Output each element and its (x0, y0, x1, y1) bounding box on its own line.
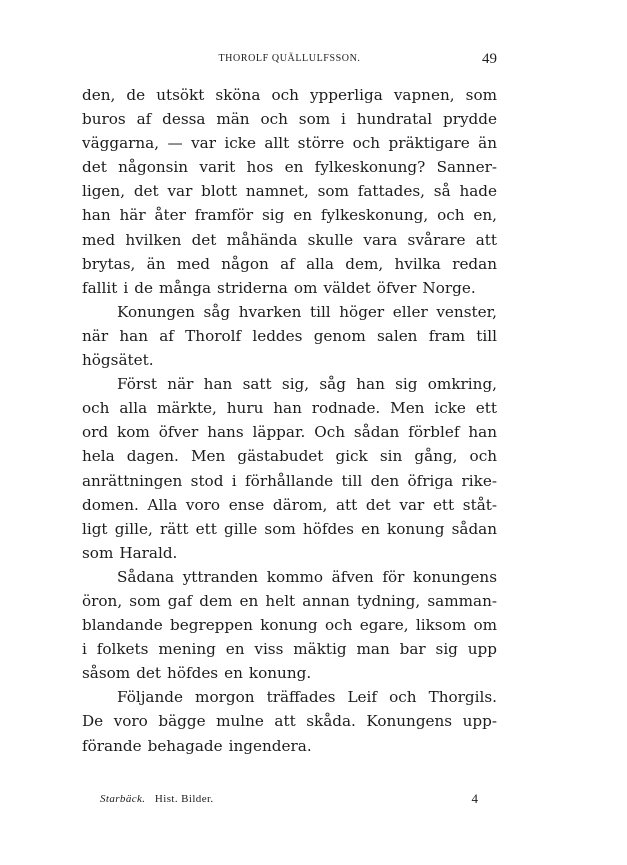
text-line: Först när han satt sig, såg han sig omkring, (117, 375, 497, 394)
page-number: 49 (482, 51, 497, 67)
text-line: som Harald. (82, 543, 178, 562)
text-line: väggarna, — var icke allt större och präktigare än (82, 134, 497, 153)
text-line: fallit i de många striderna om väldet öfver Norge. (82, 278, 476, 297)
printer-signature (100, 793, 214, 805)
text-line: Följande morgon träffades Leif och Thorgils. (117, 688, 497, 707)
text-line: när han af Thorolf leddes genom salen fram till (82, 326, 497, 345)
paragraph (82, 83, 497, 300)
text-line: domen. Alla voro ense därom, att det var ett ståt- (82, 495, 497, 514)
text-line: högsätet. (82, 351, 154, 370)
running-head: THOROLF QUÄLLULFSSON. (218, 53, 361, 64)
text-line: hela dagen. Men gästabudet gick sin gång, och (82, 447, 497, 466)
text-line: förande behagade ingendera. (82, 736, 312, 755)
text-line: med hvilken det måhända skulle vara svårare att (82, 230, 497, 249)
text-line: den, de utsökt sköna och ypperliga vapnen, som (82, 86, 497, 104)
text-line: Sådana yttranden kommo äfven för konungens (117, 567, 497, 586)
paragraph (82, 300, 497, 372)
text-line: ord kom öfver hans läppar. Och sådan förblef han (82, 423, 497, 442)
page-header (82, 51, 497, 71)
text-line: anrättningen stod i förhållande till den öfriga rike- (82, 471, 497, 490)
page-footer (100, 791, 478, 809)
text-line: blandande begreppen konung och egare, liksom om (82, 616, 497, 635)
paragraph (82, 372, 497, 565)
paragraph (82, 685, 497, 757)
text-line: Konungen såg hvarken till höger eller venster, (117, 302, 497, 321)
signature-author: Starbäck. (100, 793, 146, 805)
paragraph (82, 565, 497, 685)
text-line: han här åter framför sig en fylkeskonung, och en, (82, 206, 497, 225)
text-line: och alla märkte, huru han rodnade. Men icke ett (82, 399, 497, 418)
signature-title: Hist. Bilder. (154, 793, 214, 805)
text-line: i folkets mening en viss mäktig man bar sig upp (82, 640, 497, 659)
text-line: öron, som gaf dem en helt annan tydning, samman- (82, 591, 497, 610)
text-line: De voro bägge mulne att skåda. Konungens upp- (82, 712, 497, 731)
text-line: ligt gille, rätt ett gille som höfdes en konung sådan (82, 519, 497, 538)
text-line: såsom det höfdes en konung. (82, 664, 312, 683)
text-line: ligen, det var blott namnet, som fattades, så hade (82, 182, 497, 201)
body-text (82, 83, 497, 758)
signature-mark: 4 (471, 791, 478, 806)
text-line: brytas, än med någon af alla dem, hvilka redan (82, 254, 497, 273)
text-line: det någonsin varit hos en fylkeskonung? Sanner- (82, 158, 497, 177)
text-line: buros af dessa män och som i hundratal prydde (82, 110, 497, 129)
